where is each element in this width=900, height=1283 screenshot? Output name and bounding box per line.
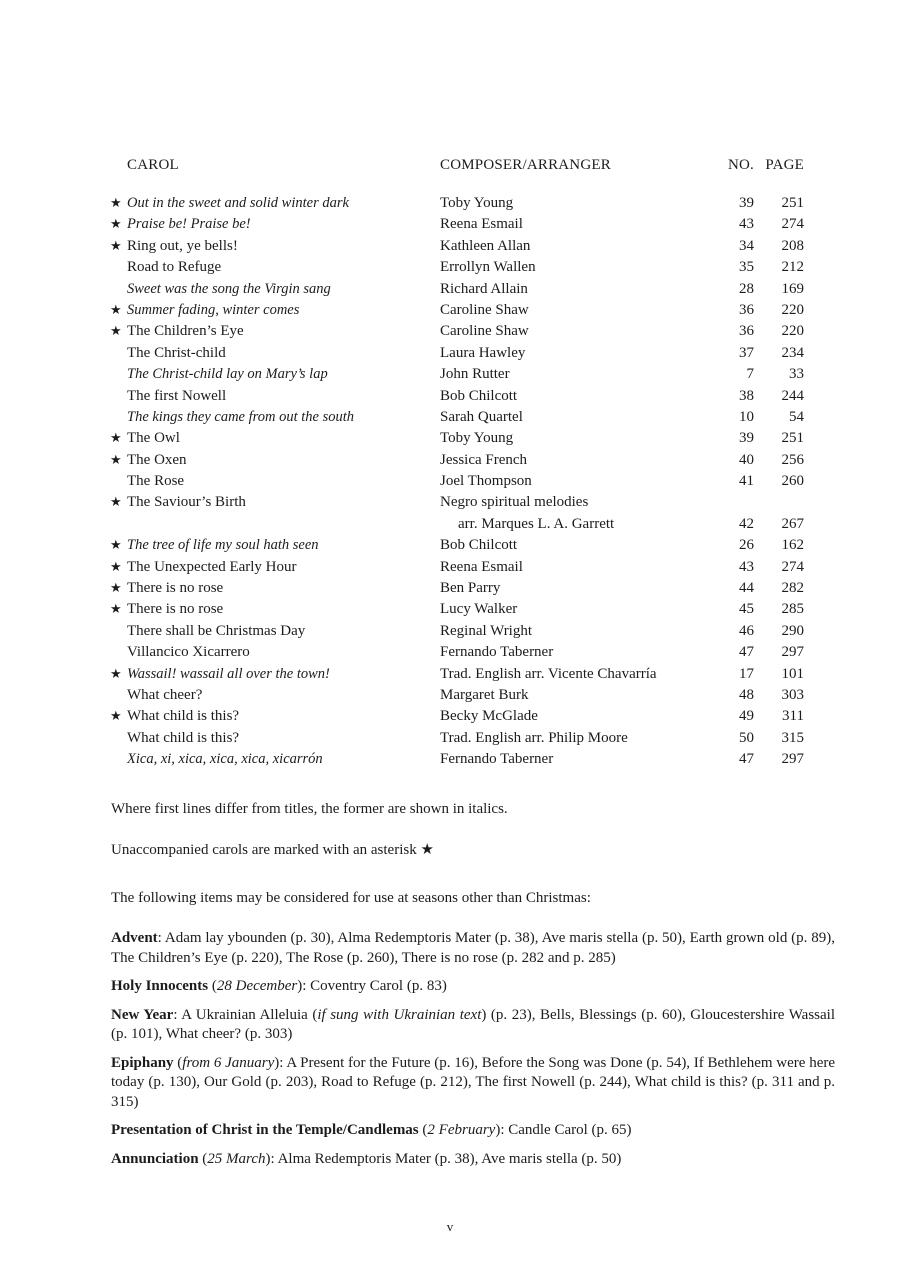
composer: Laura Hawley: [440, 344, 526, 361]
carol-number: 26: [739, 537, 754, 554]
carol-number: 44: [739, 580, 754, 597]
table-row: [0, 557, 900, 578]
carol-title: Road to Refuge: [127, 259, 222, 276]
carol-number: 10: [739, 408, 754, 425]
carol-title: The Saviour’s Birth: [127, 494, 246, 511]
table-row: [0, 706, 900, 727]
composer: Lucy Walker: [440, 601, 518, 618]
composer: Reginal Wright: [440, 622, 533, 639]
carol-number: 7: [746, 366, 754, 383]
star-icon: ★: [110, 601, 122, 617]
star-icon: ★: [110, 537, 122, 553]
season-items: : A Ukrainian Alleluia (: [173, 1006, 318, 1023]
page-ref: 297: [781, 751, 804, 768]
star-icon: ★: [110, 216, 122, 232]
header-number: NO.: [727, 157, 754, 173]
star-icon: ★: [110, 301, 122, 317]
season-entry: Annunciation (25 March): Alma Redemptoris Mater (p. 38), Ave maris stella (p. 50): [111, 1150, 622, 1167]
carol-title: What child is this?: [127, 729, 240, 746]
carol-title: What cheer?: [127, 686, 203, 703]
star-icon: ★: [110, 237, 122, 253]
season-name: Advent: [111, 930, 158, 946]
season-name: Epiphany: [111, 1054, 174, 1071]
carol-title: Out in the sweet and solid winter dark: [127, 195, 349, 211]
table-row: [0, 535, 900, 556]
table-row: [0, 214, 900, 235]
season-date: 28 December: [216, 978, 298, 994]
carol-title: There is no rose: [127, 580, 224, 597]
composer: Reena Esmail: [440, 558, 523, 575]
carol-number: 36: [739, 301, 754, 318]
page-ref: 285: [781, 601, 804, 618]
table-row: [0, 193, 900, 214]
page-ref: 220: [781, 323, 804, 340]
italics-note: Where first lines differ from titles, the former are shown in italics.: [111, 801, 508, 817]
carol-number: 36: [739, 323, 754, 340]
carol-title: The Children’s Eye: [127, 323, 244, 340]
composer: Bob Chilcott: [440, 537, 518, 554]
star-icon: ★: [110, 558, 122, 574]
page-ref: 244: [781, 387, 804, 404]
star-icon: ★: [110, 665, 122, 681]
page-ref: 251: [781, 195, 804, 211]
season-name: Annunciation: [111, 1150, 199, 1167]
carol-number: 39: [739, 195, 754, 211]
carol-index-table: [0, 193, 900, 771]
carol-number: 28: [739, 280, 754, 297]
composer: Fernando Taberner: [440, 644, 554, 661]
carol-number: 43: [739, 558, 754, 575]
page-ref: 234: [781, 344, 804, 361]
carol-number: 48: [739, 686, 754, 703]
season-name: Presentation of Christ in the Temple/Candlemas: [111, 1122, 419, 1138]
table-row: [0, 386, 900, 407]
composer: Jessica French: [440, 451, 528, 468]
page-ref: 251: [781, 430, 804, 447]
table-row: [0, 257, 900, 278]
asterisk-note-text: Unaccompanied carols are marked with an asterisk: [111, 842, 417, 858]
page-ref: 290: [781, 622, 804, 639]
season-items: : Adam lay ybounden (p. 30), Alma Redemptoris Mater (p. 38), Ave maris stella (p. 50), Earth grown old (p. 89), The Children’s Eye (p. 220), The Rose (p. 260), There is no rose (p. 282 and p. 285): [111, 930, 835, 966]
composer: Toby Young: [440, 430, 514, 447]
composer: Trad. English arr. Philip Moore: [440, 729, 628, 746]
composer: Sarah Quartel: [440, 408, 523, 425]
composer: Trad. English arr. Vicente Chavarría: [440, 665, 657, 682]
page-ref: 212: [781, 259, 804, 276]
table-row: [0, 685, 900, 706]
season-items-cont: ) (p. 23), Bells, Blessings (p. 60), Gloucestershire Wassail (p. 101), What cheer? (p. 303): [111, 1006, 835, 1042]
composer: Richard Allain: [440, 280, 528, 297]
table-row: [0, 664, 900, 685]
star-icon: ★: [110, 430, 122, 446]
seasons-intro: The following items may be considered for use at seasons other than Christmas:: [111, 890, 591, 906]
page-ref: 208: [781, 237, 804, 254]
carol-title: The Owl: [127, 430, 180, 447]
carol-number: 37: [739, 344, 754, 361]
season-date: 25 March: [207, 1150, 266, 1167]
carol-title: The kings they came from out the south: [127, 408, 354, 425]
carol-number: 40: [739, 451, 754, 468]
table-row: [0, 642, 900, 663]
star-icon: ★: [110, 195, 122, 210]
page-ref: 54: [789, 408, 804, 425]
table-row: [0, 450, 900, 471]
composer: Kathleen Allan: [440, 237, 531, 254]
carol-title: The Unexpected Early Hour: [127, 558, 297, 575]
composer: Errollyn Wallen: [440, 259, 536, 276]
composer: Joel Thompson: [440, 473, 532, 490]
carol-number: 47: [739, 751, 754, 768]
carol-number: 46: [739, 622, 754, 639]
table-header: [0, 157, 900, 179]
table-row: [0, 492, 900, 513]
star-icon: ★: [110, 580, 122, 596]
table-row: [0, 321, 900, 342]
page-ref: 274: [781, 216, 804, 233]
header-page: PAGE: [765, 157, 804, 173]
carol-title: The tree of life my soul hath seen: [127, 537, 319, 554]
seasons-list: [111, 929, 835, 1178]
carol-title: The first Nowell: [127, 387, 227, 404]
page-ref: 297: [781, 644, 804, 661]
carol-number: 43: [739, 216, 754, 233]
season-entry: Presentation of Christ in the Temple/Candlemas (2 February): Candle Carol (p. 65): [111, 1122, 632, 1138]
carol-title: Summer fading, winter comes: [127, 301, 300, 318]
season-items: : A Present for the Future (p. 16), Before the Song was Done (p. 54), If Bethlehem were here today (p. 130), Our Gold (p. 203), Road to Refuge (p. 212), The first Nowell (p. 244), What child is this? (p. 311 and p. 315): [111, 1054, 835, 1110]
asterisk-note: [111, 840, 434, 859]
table-row: [0, 599, 900, 620]
composer: Caroline Shaw: [440, 301, 529, 318]
table-row: [0, 728, 900, 749]
header-composer: COMPOSER/ARRANGER: [440, 157, 611, 173]
star-icon: ★: [420, 842, 434, 858]
header-carol: CAROL: [127, 157, 179, 173]
page-ref: 315: [781, 729, 804, 746]
page-ref: 162: [781, 537, 804, 554]
carol-number: 17: [739, 665, 754, 682]
table-row: [0, 621, 900, 642]
composer: Fernando Taberner: [440, 751, 554, 768]
table-row: [0, 514, 900, 535]
carol-number: 41: [739, 473, 754, 490]
season-date: from 6 January: [182, 1054, 275, 1071]
season-items: : Alma Redemptoris Mater (p. 38), Ave maris stella (p. 50): [270, 1150, 622, 1167]
carol-title: Xica, xi, xica, xica, xica, xicarrón: [127, 751, 323, 768]
season-entry: [111, 1006, 835, 1045]
page-ref: 282: [781, 580, 804, 597]
star-icon: ★: [110, 494, 122, 510]
page-ref: 169: [781, 280, 804, 297]
carol-number: 34: [739, 237, 754, 254]
carol-title: The Christ-child lay on Mary’s lap: [127, 366, 328, 383]
star-icon: ★: [110, 451, 122, 467]
season-entry: [111, 929, 835, 968]
table-row: [0, 343, 900, 364]
carol-title: Sweet was the song the Virgin sang: [127, 280, 331, 297]
table-row: [0, 236, 900, 257]
table-row: [0, 300, 900, 321]
season-name: New Year: [111, 1006, 174, 1023]
table-row: [0, 749, 900, 770]
carol-number: 50: [739, 729, 754, 746]
page-ref: 33: [789, 366, 804, 383]
composer: Becky McGlade: [440, 708, 538, 725]
carol-number: 45: [739, 601, 754, 618]
season-items: : Candle Carol (p. 65): [500, 1122, 632, 1138]
composer: Reena Esmail: [440, 216, 523, 233]
season-name: Holy Innocents: [111, 978, 209, 994]
carol-number: 35: [739, 259, 754, 276]
carol-number: 47: [739, 644, 754, 661]
page-ref: 274: [781, 558, 804, 575]
table-row: [0, 364, 900, 385]
season-entry: Holy Innocents (28 December): Coventry Carol (p. 83): [111, 978, 447, 994]
carol-title: The Christ-child: [127, 344, 226, 361]
carol-title: What child is this?: [127, 708, 240, 725]
star-icon: ★: [110, 708, 122, 724]
carol-title: Wassail! wassail all over the town!: [127, 665, 330, 682]
season-entry: Epiphany (from 6 January): A Present for the Future (p. 16), Before the Song was Done (p. 54), If Bethlehem were here today (p. 130), Our Gold (p. 203), Road to Refuge (p. 212), The first Nowell (p. 244), What child is this? (p. 311 and p. 315): [111, 1054, 835, 1110]
table-row: [0, 428, 900, 449]
page-ref: 311: [782, 708, 804, 725]
composer: Toby Young: [440, 195, 514, 211]
page-ref: 267: [781, 515, 804, 532]
star-icon: ★: [110, 323, 122, 339]
carol-title: There is no rose: [127, 601, 224, 618]
page-ref: 303: [781, 686, 804, 703]
page-ref: 101: [781, 665, 804, 682]
table-row: [0, 578, 900, 599]
composer: John Rutter: [440, 366, 510, 383]
carol-number: 42: [739, 515, 754, 532]
carol-title: There shall be Christmas Day: [127, 622, 306, 639]
carol-title: Villancico Xicarrero: [127, 644, 250, 661]
table-row: [0, 407, 900, 428]
composer: Margaret Burk: [440, 686, 529, 703]
table-row: [0, 471, 900, 492]
season-items: : Coventry Carol (p. 83): [302, 978, 447, 994]
carol-number: 38: [739, 387, 754, 404]
carol-number: 49: [739, 708, 754, 725]
composer: Bob Chilcott: [440, 387, 518, 404]
page-ref: 260: [781, 473, 804, 490]
table-row: [0, 279, 900, 300]
season-date: 2 February: [427, 1122, 496, 1138]
page-number: v: [446, 1219, 454, 1234]
page-ref: 256: [781, 451, 804, 468]
season-note: if sung with Ukrainian text: [317, 1006, 482, 1023]
carol-title: The Rose: [127, 473, 185, 490]
composer: Negro spiritual melodies: [440, 494, 589, 511]
carol-number: 39: [739, 430, 754, 447]
composer: Ben Parry: [440, 580, 501, 597]
composer: Caroline Shaw: [440, 323, 529, 340]
page-ref: 220: [781, 301, 804, 318]
composer: arr. Marques L. A. Garrett: [458, 515, 615, 532]
carol-title: The Oxen: [127, 451, 187, 468]
carol-title: Praise be! Praise be!: [127, 216, 251, 233]
carol-title: Ring out, ye bells!: [127, 237, 238, 254]
